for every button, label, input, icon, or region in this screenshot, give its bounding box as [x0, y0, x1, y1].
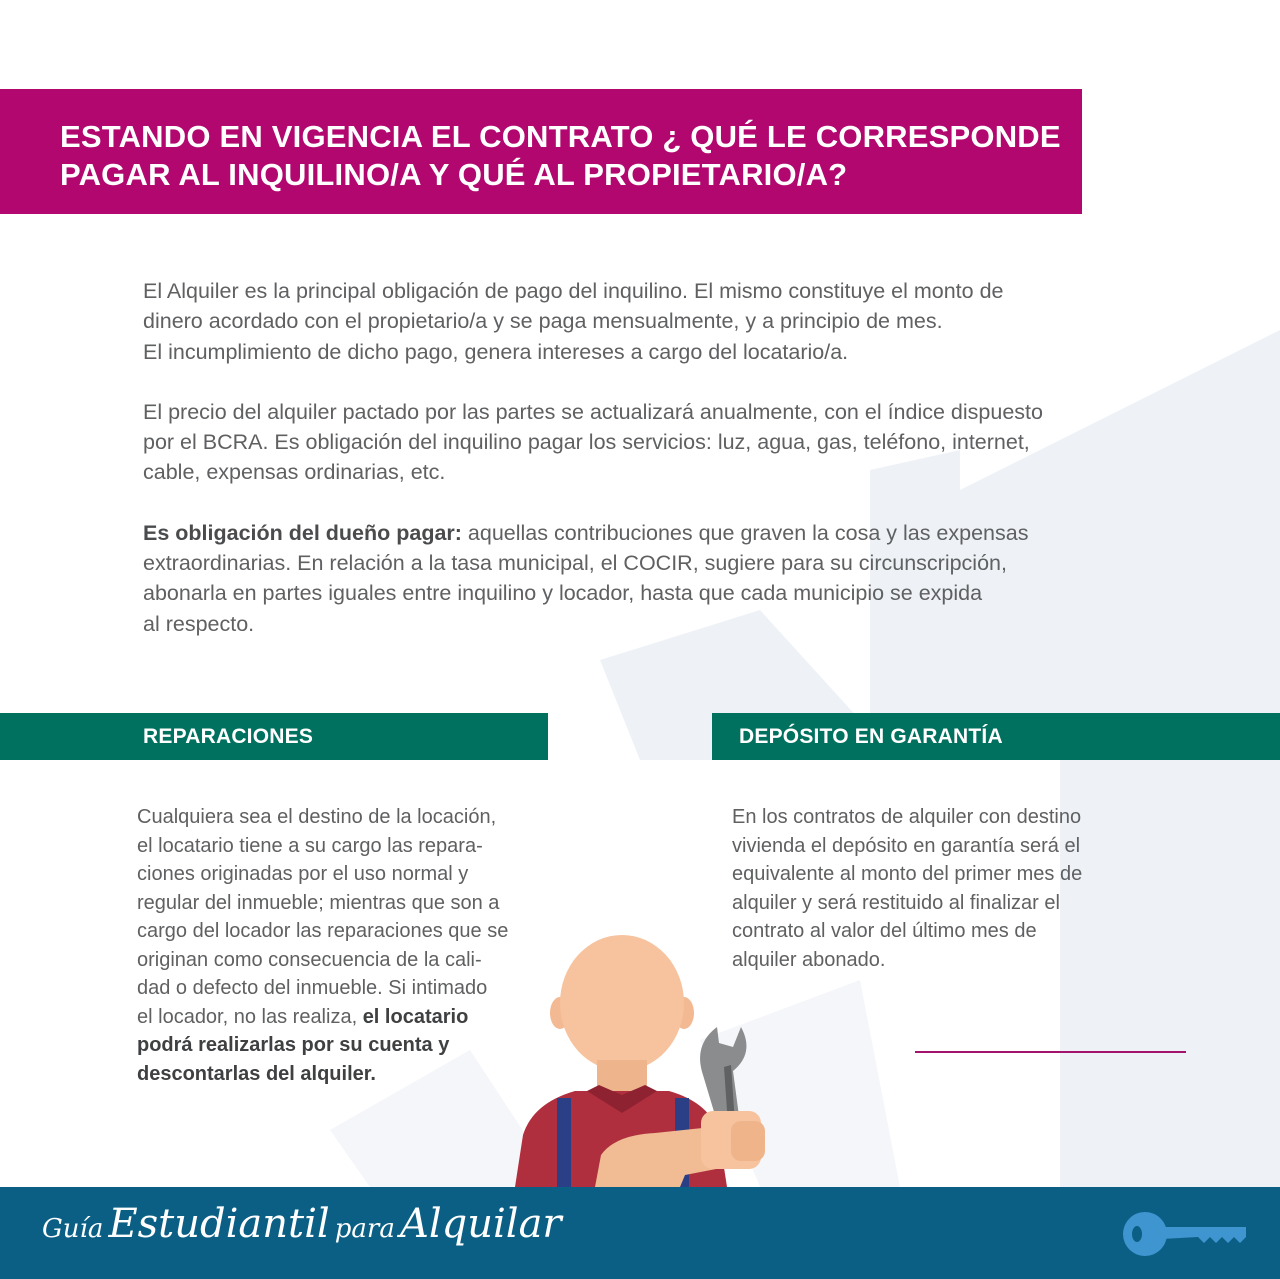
intro-p2-line-2: por el BCRA. Es obligación del inquilino pagar los servicios: luz, agua, gas, teléfono, internet,: [143, 430, 1030, 455]
page-title-line-1: ESTANDO EN VIGENCIA EL CONTRATO ¿ QUÉ LE CORRESPONDE: [60, 119, 1061, 154]
intro-p3-line-4: al respecto.: [143, 611, 255, 636]
divider-line: [915, 1051, 1186, 1053]
intro-p1-line-2: dinero acordado con el propietario/a y se paga mensualmente, y a principio de mes.: [143, 309, 943, 334]
reparaciones-line: dad o defecto del inmueble. Si intimado: [137, 977, 488, 999]
deposito-line: equivalente al monto del primer mes de: [732, 863, 1083, 885]
reparaciones-bold-line: podrá realizarlas por su cuenta y: [137, 1034, 450, 1056]
footer-bar: [0, 1187, 1280, 1279]
intro-p2-line-3: cable, expensas ordinarias, etc.: [143, 460, 446, 485]
reparaciones-text: [137, 803, 532, 1088]
deposito-heading: DEPÓSITO EN GARANTÍA: [739, 725, 1003, 748]
intro-paragraph-2: [143, 397, 1103, 488]
owner-obligation-label: Es obligación del dueño pagar:: [143, 520, 462, 545]
brand-word: Estudiantil: [108, 1201, 330, 1247]
reparaciones-line: Cualquiera sea el destino de la locación,: [137, 806, 497, 828]
reparaciones-line: el locador, no las realiza,: [137, 1005, 363, 1028]
page-title-line-2: PAGAR AL INQUILINO/A Y QUÉ AL PROPIETARIO/A?: [60, 157, 848, 192]
deposito-line: vivienda el depósito en garantía será el: [732, 834, 1081, 857]
deposito-line: alquiler abonado.: [732, 948, 886, 971]
reparaciones-bold-line: descontarlas del alquiler.: [137, 1062, 376, 1085]
reparaciones-bold-line: el locatario: [362, 1005, 469, 1028]
intro-paragraph-1: [143, 276, 1103, 367]
page-title: [60, 118, 1070, 194]
key-icon: [1122, 1211, 1246, 1257]
deposito-line: contrato al valor del último mes de: [732, 920, 1037, 942]
repairman-illustration: [505, 935, 775, 1187]
brand-logo: [42, 1201, 562, 1247]
intro-p2-line-1: El precio del alquiler pactado por las partes se actualizará anualmente, con el índice dispuesto: [143, 399, 1043, 424]
deposito-line: En los contratos de alquiler con destino: [732, 806, 1082, 828]
intro-p1-line-1: El Alquiler es la principal obligación de pago del inquilino. El mismo constituye el monto de: [143, 279, 1004, 303]
deposito-text: [732, 803, 1122, 974]
intro-p3-line-1: aquellas contribuciones que graven la cosa y las expensas: [461, 520, 1029, 545]
brand-word: Guía: [42, 1214, 104, 1244]
reparaciones-line: ciones originadas por el uso normal y: [137, 863, 469, 885]
reparaciones-line: originan como consecuencia de la cali-: [137, 948, 482, 971]
intro-p3-line-2: extraordinarias. En relación a la tasa municipal, el COCIR, sugiere para su circunscripción,: [143, 551, 1007, 576]
reparaciones-header: [0, 713, 548, 760]
reparaciones-line: regular del inmueble; mientras que son a: [137, 891, 500, 914]
reparaciones-heading: REPARACIONES: [143, 725, 314, 748]
intro-p1-line-3: El incumplimiento de dicho pago, genera intereses a cargo del locatario/a.: [143, 339, 849, 364]
intro-text: [143, 276, 1103, 669]
brand-word: Alquilar: [399, 1201, 562, 1247]
reparaciones-line: cargo del locador las reparaciones que se: [137, 920, 509, 942]
reparaciones-line: el locatario tiene a su cargo las repara-: [137, 834, 483, 857]
deposito-header: [712, 713, 1280, 760]
intro-paragraph-3: [143, 518, 1103, 639]
intro-p3-line-3: abonarla en partes iguales entre inquilino y locador, hasta que cada municipio se expida: [143, 581, 983, 606]
deposito-line: alquiler y será restituido al finalizar el: [732, 891, 1060, 914]
brand-word: para: [334, 1214, 395, 1244]
